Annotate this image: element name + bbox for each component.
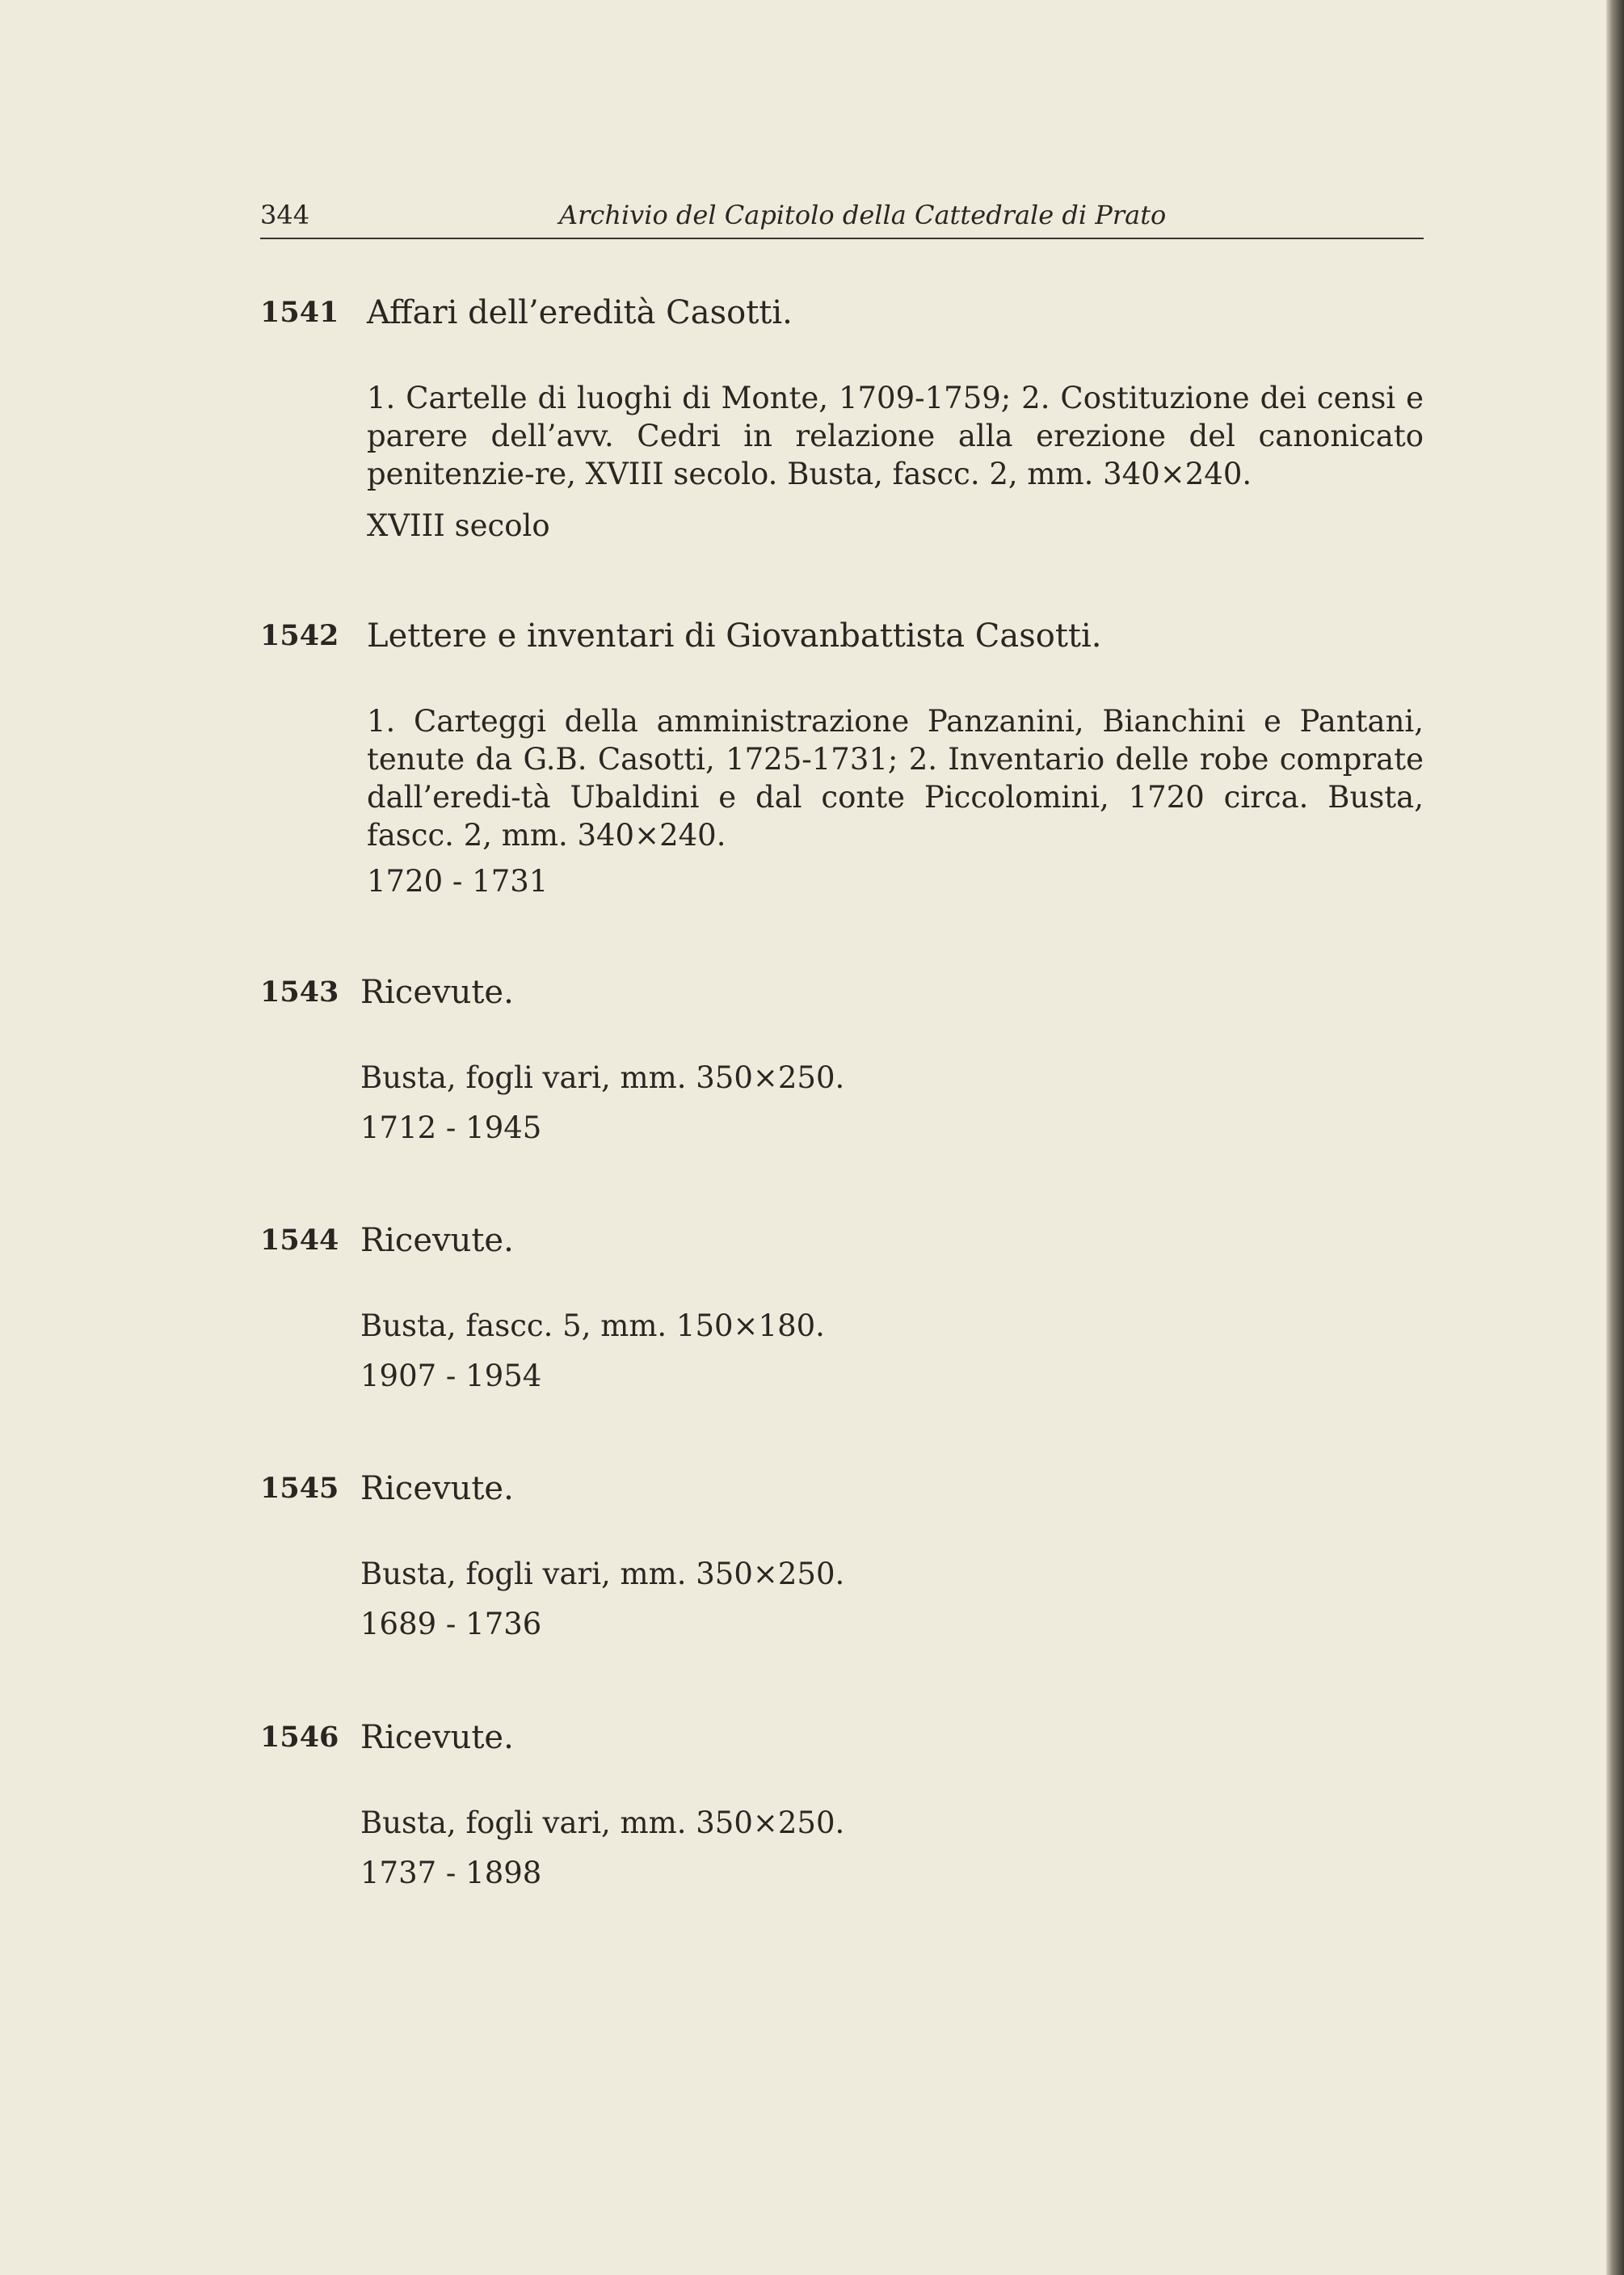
entry-number: 1543 [260, 975, 339, 1009]
entry-date: XVIII secolo [367, 508, 550, 543]
entry-description: Busta, fogli vari, mm. 350×250. [360, 1060, 845, 1095]
entry-title: Ricevute. [360, 1470, 514, 1507]
entry-number: 1546 [260, 1721, 339, 1754]
entry-number: 1542 [260, 619, 339, 652]
running-title: Archivio del Capitolo della Cattedrale di Prato [559, 200, 1167, 230]
entry-title: Lettere e inventari di Giovanbattista Casotti. [367, 617, 1102, 655]
entry-description: Busta, fogli vari, mm. 350×250. [360, 1557, 845, 1591]
entry-description: 1. Carteggi della amministrazione Panzanini, Bianchini e Pantani, tenute da G.B. Casotti, 1725-1731; 2. Inventario delle robe comprate dall’eredi-tà Ubaldini e dal conte Piccolomini, 1720 circa. Busta, fascc. 2, mm. 340×240. [367, 704, 1424, 853]
entry-title: Affari dell’eredità Casotti. [367, 294, 793, 331]
entry-title: Ricevute. [360, 974, 514, 1011]
entry-date: 1712 - 1945 [360, 1110, 542, 1145]
entry-description: 1. Cartelle di luoghi di Monte, 1709-1759; 2. Costituzione dei censi e parere dell’avv. Cedri in relazione alla erezione del canonicato penitenzie-re, XVIII secolo. Busta, fascc. 2, mm. 340×240. [367, 381, 1424, 491]
entry-date: 1720 - 1731 [367, 864, 549, 899]
entry-date: 1689 - 1736 [360, 1607, 542, 1641]
page-header [260, 197, 1424, 239]
page-edge-shadow [1606, 0, 1624, 2275]
entry-description: Busta, fogli vari, mm. 350×250. [360, 1805, 845, 1840]
entry-date: 1737 - 1898 [360, 1856, 542, 1890]
entry-title: Ricevute. [360, 1222, 514, 1259]
entry-description: Busta, fascc. 5, mm. 150×180. [360, 1308, 825, 1343]
page-number: 344 [260, 200, 310, 230]
entry-number: 1544 [260, 1224, 339, 1257]
entry-number: 1545 [260, 1472, 339, 1505]
entry-number: 1541 [260, 296, 339, 329]
entry-date: 1907 - 1954 [360, 1359, 542, 1393]
entry-title: Ricevute. [360, 1719, 514, 1756]
